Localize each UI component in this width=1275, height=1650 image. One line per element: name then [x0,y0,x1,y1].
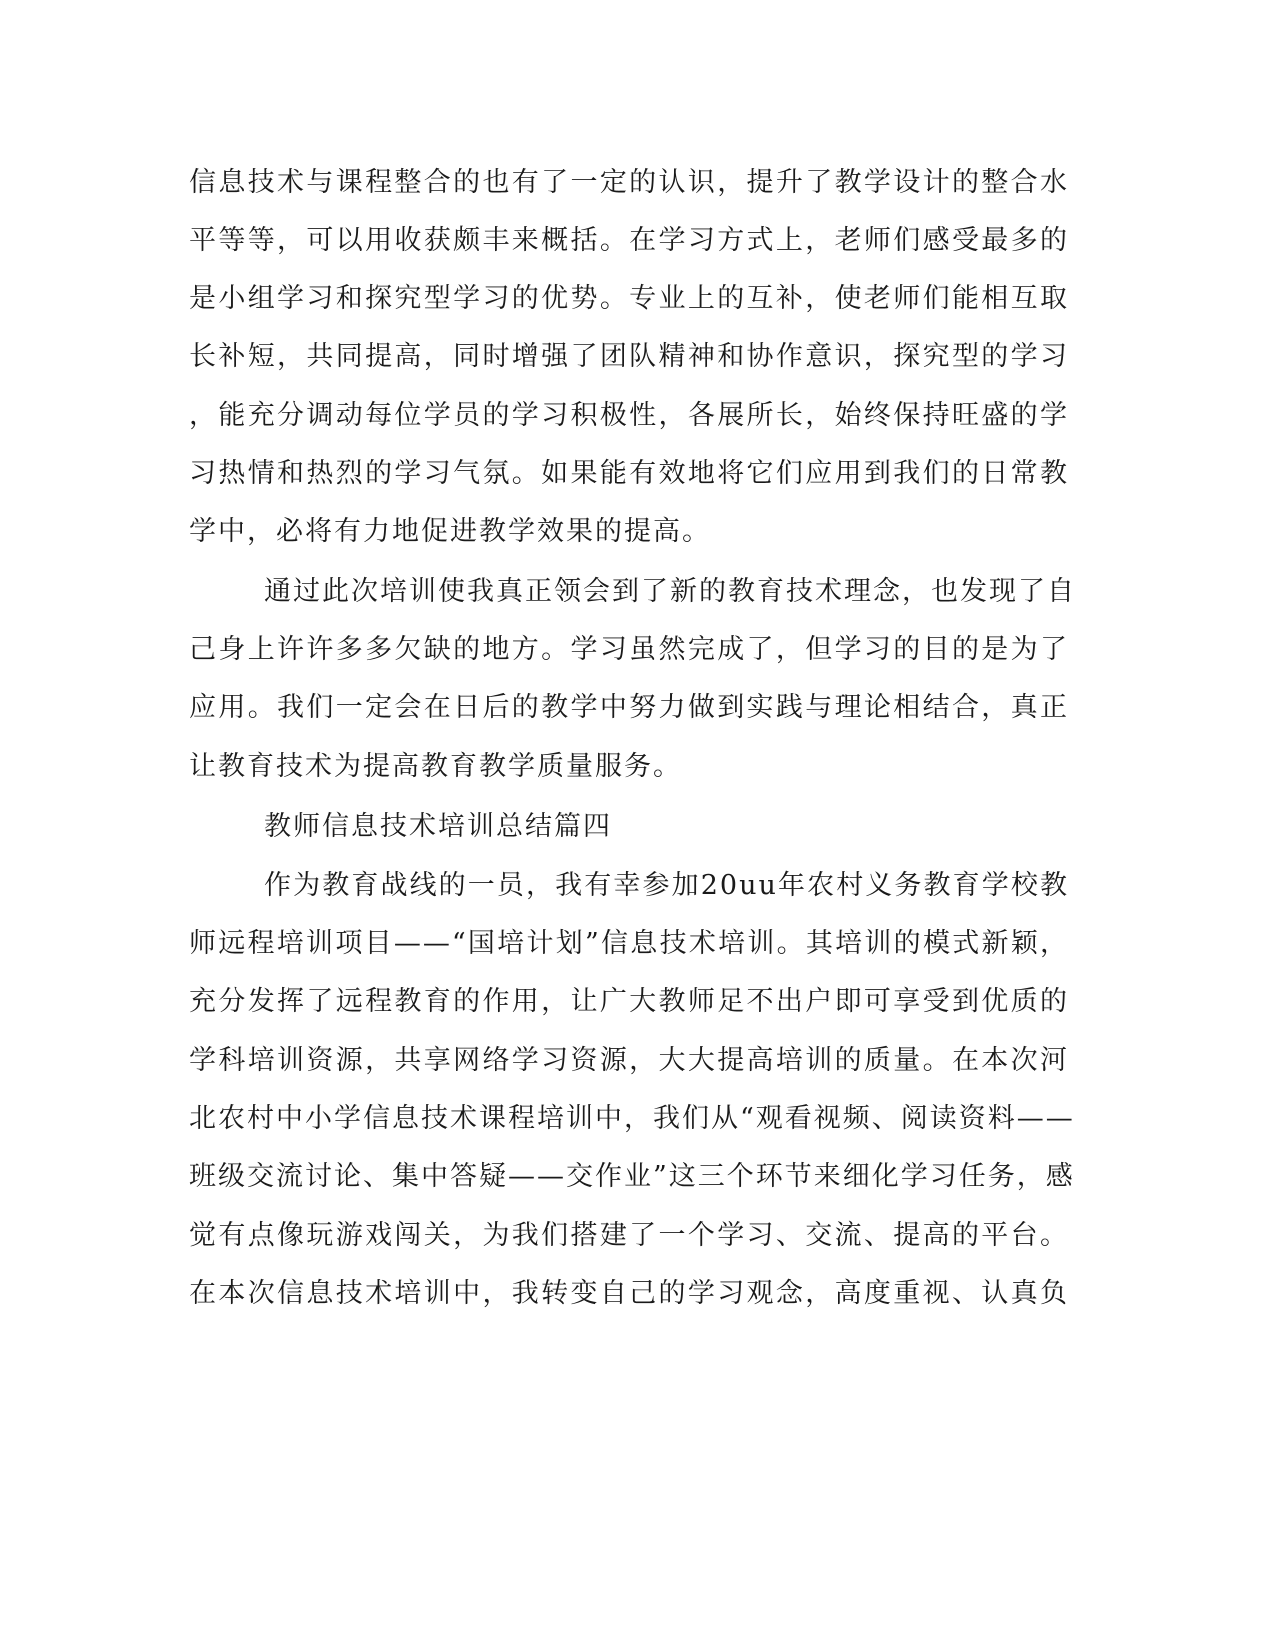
paragraph-line: 学科培训资源，共享网络学习资源，大大提高培训的质量。在本次河 [189,1045,1069,1076]
paragraph-line: 北农村中小学信息技术课程培训中，我们从“观看视频、阅读资料—— [189,1103,1075,1134]
paragraph-line: 充分发挥了远程教育的作用，让广大教师足不出户即可享受到优质的 [189,986,1069,1017]
paragraph-line: 是小组学习和探究型学习的优势。专业上的互补，使老师们能相互取 [189,283,1069,314]
paragraph-line: 班级交流讨论、集中答疑——交作业”这三个环节来细化学习任务，感 [189,1161,1075,1192]
paragraph-line: 师远程培训项目——“国培计划”信息技术培训。其培训的模式新颖， [189,928,1069,959]
paragraph-line: 在本次信息技术培训中，我转变自己的学习观念，高度重视、认真负 [189,1278,1069,1309]
paragraph-line: 习热情和热烈的学习气氛。如果能有效地将它们应用到我们的日常教 [189,458,1069,489]
paragraph-line: 信息技术与课程整合的也有了一定的认识，提升了教学设计的整合水 [189,167,1069,198]
paragraph-line: 觉有点像玩游戏闯关，为我们搭建了一个学习、交流、提高的平台。 [189,1220,1069,1251]
paragraph-line: 让教育技术为提高教育教学质量服务。 [189,751,682,782]
paragraph-first-line: 作为教育战线的一员，我有幸参加20uu年农村义务教育学校教 [264,870,1069,901]
paragraph-line: 己身上许许多多欠缺的地方。学习虽然完成了，但学习的目的是为了 [189,634,1069,665]
paragraph-line: 平等等，可以用收获颇丰来概括。在学习方式上，老师们感受最多的 [189,225,1069,256]
paragraph-line: 学中，必将有力地促进教学效果的提高。 [189,516,711,547]
paragraph-line: ，能充分调动每位学员的学习积极性，各展所长，始终保持旺盛的学 [189,400,1069,431]
paragraph-line: 应用。我们一定会在日后的教学中努力做到实践与理论相结合，真正 [189,692,1069,723]
paragraph-first-line: 通过此次培训使我真正领会到了新的教育技术理念，也发现了自 [264,576,1076,607]
section-heading: 教师信息技术培训总结篇四 [264,811,612,842]
paragraph-line: 长补短，共同提高，同时增强了团队精神和协作意识，探究型的学习 [189,341,1069,372]
